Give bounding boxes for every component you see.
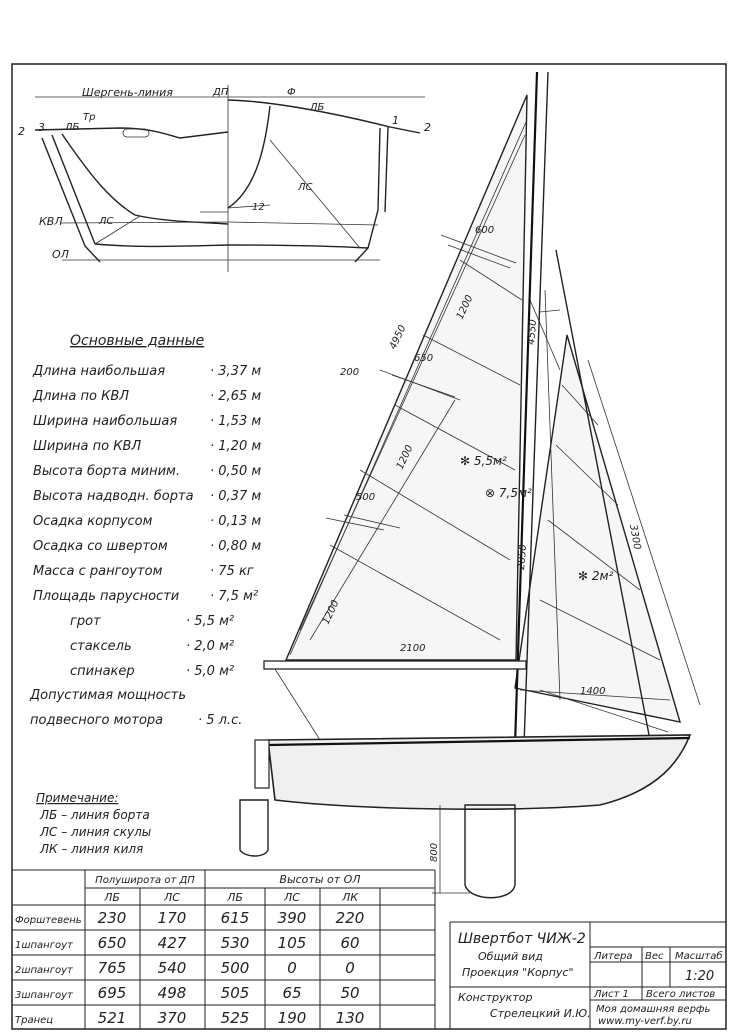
station-2-right: 2 [424,121,431,134]
table-cell: 60 [340,934,360,952]
drawing-subtitle-2: Проекция "Корпус" [462,966,574,979]
table-cell: 615 [220,909,250,927]
f-label: Ф [287,87,296,98]
drawing-subtitle-1: Общий вид [478,950,543,963]
dim-2100: 2100 [400,643,426,654]
spec-value: · 5,0 м² [186,664,235,679]
lb-label-right: ЛБ [310,102,325,113]
table-cell: 525 [220,1009,250,1027]
table-group-heights: Высоты от ОЛ [279,873,361,886]
table-col-header: ЛБ [227,891,243,904]
table-cell: 0 [345,959,355,977]
table-cell: 170 [157,909,187,927]
total-area-label: ⊗ 7,5м² [485,486,532,500]
dim-1200-middle: 1200 [394,443,416,472]
ves-label: Вес [645,951,664,962]
spec-value: · 0,50 м [210,464,262,479]
spec-label: Высота надводн. борта [33,489,194,504]
station-1-right: 1 [392,114,399,127]
station-2-left: 2 [18,125,25,138]
table-row-name: 2шпангоут [15,965,73,976]
table-row-name: 3шпангоут [15,990,73,1001]
table-cell: 230 [97,909,127,927]
dim-1200-lower: 1200 [320,598,342,627]
ls-label-right: ЛС [298,182,313,193]
table-cell: 505 [220,984,250,1002]
spec-label: Ширина по КВЛ [33,439,142,454]
spec-label: грот [70,614,101,629]
motor-line-2: подвесного мотора [30,713,164,728]
table-cell: 370 [157,1009,187,1027]
table-cell: 530 [220,934,250,952]
spec-value: · 2,65 м [210,389,262,404]
spec-label: стаксель [70,639,132,654]
spec-value: · 3,37 м [210,364,262,379]
mainsail [286,95,530,660]
spec-value: · 75 кг [210,564,254,579]
dim-200: 200 [340,367,360,378]
dim-500: 500 [356,492,376,503]
note-item: ЛС – линия скулы [40,825,152,839]
ol-label: ОЛ [52,248,69,261]
offsets-table [12,870,435,1029]
table-cell: 130 [335,1009,365,1027]
dim-1400: 1400 [580,686,606,697]
sail-plan [264,72,700,745]
table-cell: 500 [220,959,250,977]
title-block [450,922,726,1029]
note-item: ЛБ – линия борта [40,808,150,822]
dim-12: 12 [252,202,265,213]
site-url: www.my-verf.by.ru [598,1016,692,1027]
dim-3300: 3300 [627,523,643,551]
table-cell: 220 [335,909,365,927]
sheer-line-label: Шергень-линия [82,86,173,99]
table-cell: 0 [287,959,297,977]
table-col-header: ЛС [164,891,180,904]
table-cell: 540 [157,959,187,977]
hull-side [268,735,690,809]
dim-2850: 2850 [516,543,530,571]
dim-650: 650 [414,353,434,364]
scale-value: 1:20 [685,969,715,984]
litera-label: Литера [594,951,633,962]
notes-title: Примечание: [36,791,119,805]
table-cell: 650 [97,934,127,952]
table-col-header: ЛК [341,891,359,904]
motor-line-1: Допустимая мощность [30,688,187,703]
site-name: Моя домашняя верфь [596,1004,711,1015]
table-row-name: 1шпангоут [15,940,73,951]
table-cell: 105 [277,934,307,952]
table-cell: 427 [157,934,187,952]
table-row-name: Транец [15,1015,54,1026]
spec-label: Длина по КВЛ [33,389,130,404]
dp-label: ДП [213,87,229,98]
main-specs [29,333,261,728]
spec-label: Осадка корпусом [33,514,153,529]
table-cell: 390 [277,909,307,927]
table-row-name: Форштевень [15,915,82,926]
dim-1200-upper: 1200 [454,293,476,322]
spec-label: Длина наибольшая [33,364,166,379]
total-sheets-label: Всего листов [646,989,716,1000]
tr-label: Тр [83,112,96,123]
spec-value: · 1,53 м [210,414,262,429]
jib-area-label: ✻ 2м² [578,569,614,583]
jib [515,335,680,722]
spec-label: Масса с рангоутом [33,564,163,579]
masshtab-label: Масштаб [675,951,723,962]
table-cell: 65 [282,984,302,1002]
kvl-label: КВЛ [39,215,63,228]
dim-4950: 4950 [387,323,409,352]
spec-label: Ширина наибольшая [33,414,178,429]
table-cell: 765 [97,959,127,977]
designer-name: Стрелецкий И.Ю. [490,1007,591,1020]
dim-600: 600 [475,225,495,236]
lb-label-left: ЛБ [65,122,80,133]
spec-value: · 7,5 м² [210,589,259,604]
spec-value: · 0,37 м [210,489,262,504]
designer-label: Конструктор [458,991,533,1004]
station-3-left: 3 [38,121,45,134]
table-cell: 50 [340,984,360,1002]
table-cell: 521 [97,1009,127,1027]
table-group-halfbreadth: Полуширота от ДП [95,875,195,886]
spec-value: · 1,20 м [210,439,262,454]
table-col-header: ЛБ [104,891,120,904]
main-area-label: ✻ 5,5м² [460,454,507,468]
spec-label: Площадь парусности [33,589,180,604]
table-cell: 190 [277,1009,307,1027]
specs-heading: Основные данные [70,333,205,349]
spec-value: · 0,80 м [210,539,262,554]
sheet-number: Лист 1 [594,989,629,1000]
note-item: ЛК – линия киля [40,842,144,856]
ls-label-left: ЛС [99,216,114,227]
spec-value: · 5,5 м² [186,614,235,629]
drawing-title: Швертбот ЧИЖ-2 [458,931,586,947]
dim-4550: 4550 [526,318,540,346]
table-cell: 695 [97,984,127,1002]
table-col-header: ЛС [284,891,300,904]
spec-label: Осадка со швертом [33,539,168,554]
spec-value: · 0,13 м [210,514,262,529]
spec-value: · 2,0 м² [186,639,235,654]
table-cell: 498 [157,984,187,1002]
spec-label: Высота борта миним. [33,464,180,479]
notes [36,791,151,856]
hull-section-view [18,85,431,272]
motor-value: · 5 л.с. [198,713,243,728]
dim-800: 800 [429,842,440,862]
spec-label: спинакер [70,664,135,679]
